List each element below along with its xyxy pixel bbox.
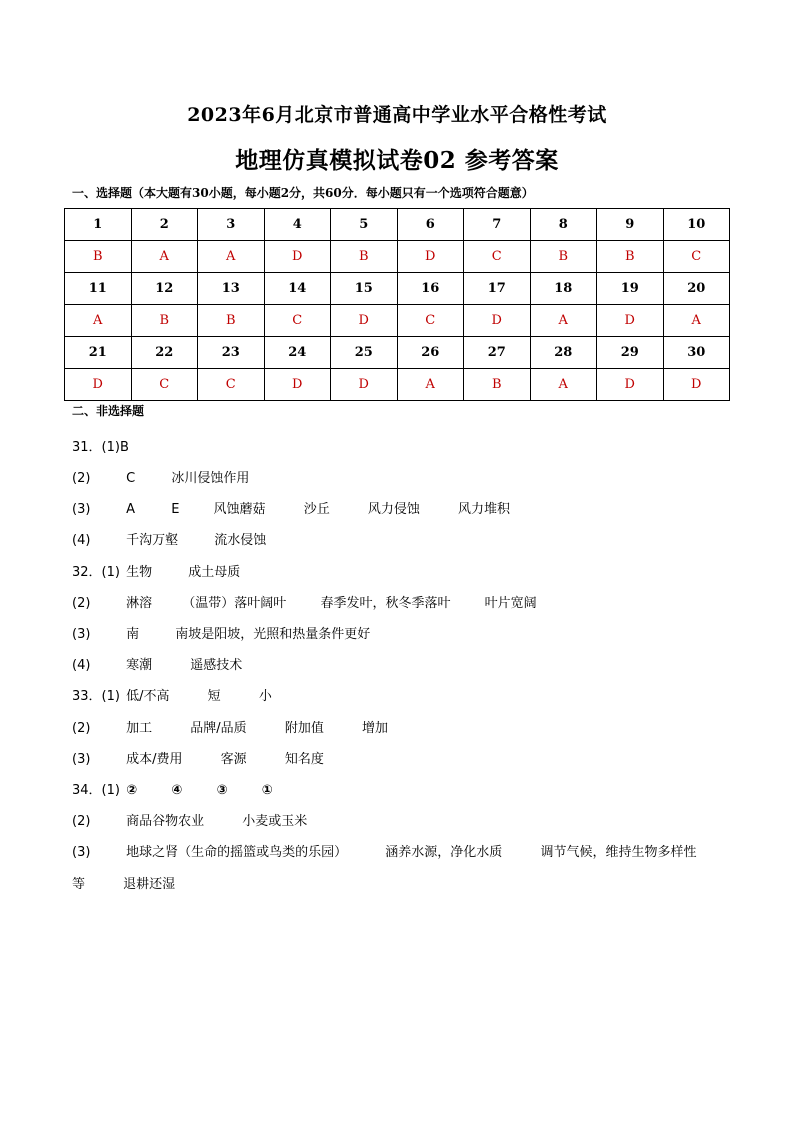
q33-part1-label: 33．(1) [72,689,120,704]
exam-title: 2023年6月北京市普通高中学业水平合格性考试 [187,104,607,126]
q32-part1 [72,561,264,580]
question-number-cell: 9 [597,209,664,241]
q31-part3 [72,498,534,517]
answer-item: ④ [171,783,183,798]
answer-item: A [126,502,136,517]
answer-item: 知名度 [284,752,324,767]
q34-part2 [72,810,331,829]
question-number-row [65,209,730,241]
q32-part4 [72,654,266,673]
answer-cell: C [464,241,531,273]
q31-part2 [72,467,273,486]
q34-part1-label: 34．(1) [72,783,120,798]
question-number-cell: 30 [663,337,730,369]
answer-item: 南坡是阳坡，光照和热量条件更好 [175,627,371,642]
answer-item: 春季发叶，秋冬季落叶 [320,596,451,611]
answer-item: 加工 [126,721,153,736]
q33-part3-label: (3) [72,752,91,767]
answer-item: 风力堆积 [458,502,511,517]
q34-part3-continued [72,873,199,892]
q33-part3 [72,748,348,767]
answer-item: 品牌/品质 [190,721,247,736]
question-number-cell: 26 [397,337,464,369]
q33-part2 [72,717,412,736]
q34-part3 [72,841,696,860]
answer-item: 商品谷物农业 [126,814,205,829]
question-number-cell: 10 [663,209,730,241]
question-number-cell: 21 [65,337,132,369]
question-number-row [65,337,730,369]
answer-row [65,305,730,337]
answer-item: 千沟万壑 [126,533,179,548]
answer-cell: C [397,305,464,337]
answer-cell: A [397,369,464,401]
answer-item: 生物 [126,565,153,580]
question-number-cell: 25 [331,337,398,369]
answer-item: 短 [207,689,221,704]
answer-cell: B [597,241,664,273]
answer-item: 淋溶 [126,596,153,611]
answer-cell: A [530,305,597,337]
answer-cell: D [597,305,664,337]
answer-item: 客源 [220,752,247,767]
q33-part1 [72,685,296,704]
answer-item: 低/不高 [126,689,170,704]
answer-item: 成土母质 [188,565,241,580]
question-number-cell: 7 [464,209,531,241]
q32-part4-label: (4) [72,658,91,673]
answer-cell: C [264,305,331,337]
answer-item: 等 [72,877,86,892]
q31-part3-label: (3) [72,502,91,517]
question-number-cell: 27 [464,337,531,369]
question-number-cell: 16 [397,273,464,305]
q32-part3 [72,623,394,642]
answer-item: 增加 [361,721,388,736]
q32-part2-label: (2) [72,596,91,611]
answer-item: 风力侵蚀 [367,502,420,517]
answer-row [65,369,730,401]
question-number-cell: 13 [198,273,265,305]
answer-item: 沙丘 [303,502,330,517]
answer-item: 成本/费用 [126,752,183,767]
answer-cell: C [131,369,198,401]
question-number-cell: 1 [65,209,132,241]
q34-part2-label: (2) [72,814,91,829]
answer-item: 南 [126,627,140,642]
answer-cell: D [331,305,398,337]
answer-cell: D [264,369,331,401]
section1-heading: 一、选择题（本大题有30小题，每小题2分，共60分．每小题只有一个选项符合题意） [72,186,534,200]
answer-item: ② [126,783,138,798]
question-number-cell: 22 [131,337,198,369]
answer-cell: B [65,241,132,273]
answer-cell: B [198,305,265,337]
q32-part1-label: 32．(1) [72,565,120,580]
answer-item: 寒潮 [126,658,153,673]
answer-cell: A [198,241,265,273]
q31-part1-text: 31．(1)B [72,440,129,455]
answer-row [65,241,730,273]
answer-cell: B [131,305,198,337]
section2-heading: 二、非选择题 [72,404,145,418]
answer-item: 冰川侵蚀作用 [171,471,250,486]
answer-cell: B [464,369,531,401]
q31-part4 [72,529,290,548]
answer-cell: A [131,241,198,273]
answer-cell: D [464,305,531,337]
answer-item: 涵养水源，净化水质 [385,845,503,860]
question-number-cell: 3 [198,209,265,241]
multiple-choice-answer-table [64,208,730,401]
question-number-cell: 24 [264,337,331,369]
answer-item: 附加值 [284,721,324,736]
answer-cell: B [530,241,597,273]
answer-item: 地球之肾（生命的摇篮或鸟类的乐园） [126,845,348,860]
q31-part4-label: (4) [72,533,91,548]
question-number-cell: 11 [65,273,132,305]
q33-part2-label: (2) [72,721,91,736]
q34-part3-label: (3) [72,845,91,860]
answer-item: 叶片宽阔 [484,596,537,611]
answer-item: ③ [216,783,228,798]
answer-item: 调节气候，维持生物多样性 [540,845,697,860]
question-number-cell: 14 [264,273,331,305]
answer-item: 小 [258,689,272,704]
question-number-cell: 17 [464,273,531,305]
question-number-cell: 15 [331,273,398,305]
answer-cell: C [663,241,730,273]
answer-item: （温带）落叶阔叶 [182,596,287,611]
question-number-cell: 20 [663,273,730,305]
answer-cell: D [331,369,398,401]
q32-part3-label: (3) [72,627,91,642]
answer-cell: D [264,241,331,273]
answer-item: 遥感技术 [190,658,243,673]
question-number-cell: 5 [331,209,398,241]
answer-cell: B [331,241,398,273]
answer-cell: C [198,369,265,401]
q31-part1 [72,436,129,455]
question-number-cell: 18 [530,273,597,305]
answer-item: C [126,471,136,486]
answer-cell: A [530,369,597,401]
q34-part1 [72,779,303,798]
answer-item: 风蚀蘑菇 [213,502,266,517]
q31-part2-label: (2) [72,471,91,486]
answer-item: ① [261,783,273,798]
answer-item: E [171,502,180,517]
question-number-cell: 19 [597,273,664,305]
answer-cell: D [663,369,730,401]
q32-part2 [72,592,561,611]
question-number-cell: 28 [530,337,597,369]
question-number-cell: 6 [397,209,464,241]
answer-cell: A [663,305,730,337]
question-number-cell: 8 [530,209,597,241]
question-number-cell: 2 [131,209,198,241]
answer-cell: A [65,305,132,337]
answer-item: 流水侵蚀 [214,533,267,548]
question-number-cell: 29 [597,337,664,369]
question-number-cell: 23 [198,337,265,369]
answer-cell: D [65,369,132,401]
answer-cell: D [597,369,664,401]
answer-key-title: 地理仿真模拟试卷02 参考答案 [235,147,559,174]
answer-item: 退耕还湿 [123,877,176,892]
answer-item: 小麦或玉米 [242,814,308,829]
answer-cell: D [397,241,464,273]
question-number-cell: 4 [264,209,331,241]
question-number-cell: 12 [131,273,198,305]
question-number-row [65,273,730,305]
